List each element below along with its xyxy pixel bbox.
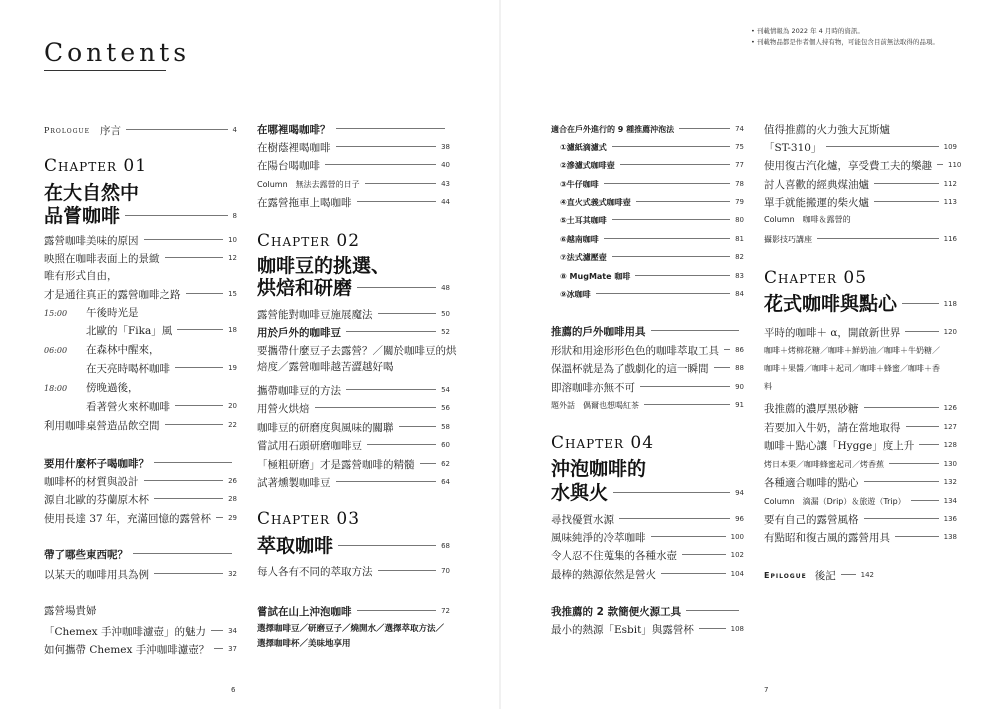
time-label: 06:00 bbox=[44, 346, 68, 355]
chapter-01-label: Chapter 01 bbox=[44, 156, 148, 176]
method-entry[interactable]: ③牛仔咖啡 78 bbox=[560, 179, 744, 189]
toc-entry[interactable]: 每人各有不同的萃取方法 70 bbox=[257, 565, 450, 578]
toc-entry[interactable]: 咖啡＋點心讓「Hygge」度上升 128 bbox=[764, 439, 957, 452]
toc-entry[interactable]: 嘗試用石頭研磨咖啡豆 60 bbox=[257, 439, 450, 452]
toc-entry[interactable]: 保溫杯就是為了戲劇化的這一瞬間 88 bbox=[551, 362, 744, 375]
toc-entry[interactable]: 露營能對咖啡豆施展魔法 50 bbox=[257, 308, 450, 321]
title-underline bbox=[44, 70, 166, 71]
toc-entry[interactable]: 「極粗研磨」才是露營咖啡的精髓 62 bbox=[257, 458, 450, 471]
chapter-02-label: Chapter 02 bbox=[257, 231, 361, 251]
toc-entry[interactable]: 各種適合咖啡的點心 132 bbox=[764, 476, 957, 489]
gutter bbox=[499, 0, 501, 709]
section-heading-9-methods[interactable]: 適合在戶外進行的 9 種推薦沖泡法 74 bbox=[551, 124, 744, 134]
toc-chapter-01[interactable]: 品嘗咖啡 8 bbox=[44, 204, 237, 227]
toc-entry[interactable]: 露營咖啡美味的原因 10 bbox=[44, 234, 237, 247]
toc-entry[interactable]: 使用復古汽化爐，享受費工夫的樂趣 110 bbox=[764, 159, 962, 172]
toc-entry[interactable]: 北歐的「Fika」風 18 bbox=[86, 324, 237, 337]
page-number-right: 7 bbox=[764, 686, 769, 694]
toc-entry-line: 要攜帶什麼豆子去露營？／關於咖啡豆的烘 bbox=[257, 345, 457, 357]
chapter-03-title: 萃取咖啡 bbox=[257, 534, 334, 557]
toc-entry[interactable]: 咖啡豆的研磨度與風味的關聯 58 bbox=[257, 421, 450, 434]
epilogue-title: 後記 bbox=[814, 569, 836, 582]
time-label: 15:00 bbox=[44, 309, 68, 318]
toc-sub-line: 料 bbox=[764, 382, 772, 391]
toc-epilogue[interactable]: Epilogue 後記 142 bbox=[764, 569, 874, 582]
toc-entry[interactable]: 映照在咖啡表面上的景緻 12 bbox=[44, 252, 237, 265]
epilogue-label: Epilogue bbox=[764, 570, 807, 580]
time-entry-line1: 06:00 在森林中醒來， bbox=[44, 344, 160, 356]
toc-entry-column[interactable]: Column 無法去露營的日子 43 bbox=[257, 179, 450, 189]
toc-entry-line: 唯有形式自由， bbox=[44, 270, 118, 282]
pour-steps-line1: 選擇咖啡豆／研磨豆子／燒開水／選擇萃取方法／ bbox=[257, 624, 445, 634]
toc-entry[interactable]: 在天亮時喝杯咖啡 19 bbox=[86, 362, 237, 375]
method-entry[interactable]: ⑧ MugMate 咖啡 83 bbox=[560, 271, 744, 281]
toc-entry[interactable]: 尋找優質水源 96 bbox=[551, 513, 744, 526]
notes bbox=[751, 26, 939, 48]
method-entry[interactable]: ⑦法式濾壓壺 82 bbox=[560, 252, 744, 262]
toc-entry[interactable]: 攜帶咖啡豆的方法 54 bbox=[257, 384, 450, 397]
toc-sub-line: 咖啡＋果醬／咖啡＋起司／咖啡＋蜂蜜／咖啡＋香 bbox=[764, 364, 940, 373]
chapter-02-title-line1: 咖啡豆的挑選、 bbox=[257, 255, 391, 277]
section-heading-pour[interactable]: 嘗試在山上沖泡咖啡 72 bbox=[257, 605, 450, 618]
toc-entry[interactable]: 利用咖啡桌營造品飲空間 22 bbox=[44, 419, 237, 432]
note-1: • 刊載情報為 2022 年 4 月時的資訊。 bbox=[751, 27, 864, 35]
toc-entry-line: 露營場貴婦 bbox=[44, 605, 97, 617]
pour-steps-line2: 選擇咖啡杯／美味地享用 bbox=[257, 639, 351, 649]
chapter-03-label: Chapter 03 bbox=[257, 509, 361, 529]
toc-entry-aside[interactable]: 題外話 偶爾也想喝紅茶 91 bbox=[551, 400, 744, 410]
method-entry[interactable]: ⑥越南咖啡 81 bbox=[560, 234, 744, 244]
section-heading-cup[interactable]: 要用什麼杯子喝咖啡？ bbox=[44, 456, 237, 470]
toc-entry[interactable]: 咖啡杯的材質與設計 26 bbox=[44, 475, 237, 488]
chapter-01-title-line1: 在大自然中 bbox=[44, 182, 140, 204]
section-heading-fire[interactable]: 我推薦的 2 款簡便火源工具 bbox=[551, 604, 744, 618]
toc-entry[interactable]: 「Chemex 手沖咖啡濾壺」的魅力 34 bbox=[44, 625, 237, 638]
chapter-01-title-line2: 品嘗咖啡 bbox=[44, 204, 121, 227]
toc-entry[interactable]: 「ST-310」 109 bbox=[764, 141, 957, 154]
toc-entry[interactable]: 使用長達 37 年，充滿回憶的露營杯 29 bbox=[44, 512, 237, 525]
toc-entry[interactable]: 用營火烘焙 56 bbox=[257, 402, 450, 415]
contents-title: Contents bbox=[44, 38, 191, 67]
toc-entry[interactable]: 有點昭和復古風的露營用具 138 bbox=[764, 531, 957, 544]
toc-entry[interactable]: 試著燻製咖啡豆 64 bbox=[257, 476, 450, 489]
section-heading-tools[interactable]: 推薦的戶外咖啡用具 bbox=[551, 324, 744, 338]
toc-entry[interactable]: 最小的熱源「Esbit」與露營杯 108 bbox=[551, 623, 744, 636]
method-entry[interactable]: ⑤土耳其咖啡 80 bbox=[560, 215, 744, 225]
toc-entry[interactable]: 才是通往真正的露營咖啡之路 15 bbox=[44, 288, 237, 301]
note-2: • 刊載物品都是作者個人持有物，可能包含目前無法取得的品項。 bbox=[751, 38, 939, 46]
toc-entry[interactable]: 我推薦的濃厚黑砂糖 126 bbox=[764, 402, 957, 415]
chapter-04-label: Chapter 04 bbox=[551, 433, 655, 453]
toc-entry[interactable]: 平時的咖啡＋ α，開啟新世界 120 bbox=[764, 326, 957, 339]
toc-entry-column[interactable]: Column 滴漏（Drip）＆旅遊（Trip） 134 bbox=[764, 496, 957, 506]
toc-entry[interactable]: 討人喜歡的經典煤油爐 112 bbox=[764, 178, 957, 191]
toc-entry[interactable]: 令人忍不住蒐集的各種水壺 102 bbox=[551, 549, 744, 562]
toc-entry[interactable]: 在露營拖車上喝咖啡 44 bbox=[257, 196, 450, 209]
toc-sub-line: 咖啡＋烤棉花糖／咖啡＋鮮奶油／咖啡＋牛奶糖／ bbox=[764, 346, 940, 355]
chapter-04-title-line2: 水與火 bbox=[551, 481, 609, 504]
time-label: 18:00 bbox=[44, 384, 68, 393]
toc-entry[interactable]: 風味純淨的冷萃咖啡 100 bbox=[551, 531, 744, 544]
toc-sub-entry[interactable]: 烤日本栗／咖啡蜂蜜起司／烤香蕉 130 bbox=[764, 459, 957, 469]
chapter-05-label: Chapter 05 bbox=[764, 268, 868, 288]
toc-entry[interactable]: 在樹蔭裡喝咖啡 38 bbox=[257, 141, 450, 154]
time-entry-line1: 18:00 傍晚過後， bbox=[44, 382, 139, 394]
toc-prologue[interactable]: Prologue 序言 4 bbox=[44, 124, 237, 137]
page-number-left: 6 bbox=[231, 686, 236, 694]
prologue-label: Prologue bbox=[44, 125, 90, 135]
toc-entry[interactable]: 看著營火來杯咖啡 20 bbox=[86, 400, 237, 413]
toc-entry[interactable]: 單手就能搬運的柴火爐 113 bbox=[764, 196, 957, 209]
toc-entry[interactable]: 若要加入牛奶，請在當地取得 127 bbox=[764, 421, 957, 434]
method-entry[interactable]: ⑨冰咖啡 84 bbox=[560, 289, 744, 299]
toc-chapter-02[interactable]: 烘焙和研磨 48 bbox=[257, 276, 450, 299]
toc-chapter-03[interactable]: 萃取咖啡 68 bbox=[257, 534, 450, 557]
toc-entry[interactable]: 形狀和用途形形色色的咖啡萃取工具 86 bbox=[551, 344, 744, 357]
toc-entry-line: 值得推薦的火力強大瓦斯爐 bbox=[764, 124, 890, 136]
toc-entry[interactable]: 以某天的咖啡用具為例 32 bbox=[44, 568, 237, 581]
toc-entry-line: 焙度／露營咖啡越苦澀越好喝 bbox=[257, 361, 394, 373]
toc-entry[interactable]: 在陽台喝咖啡 40 bbox=[257, 159, 450, 172]
toc-entry[interactable]: 如何攜帶 Chemex 手沖咖啡濾壺？ 37 bbox=[44, 643, 237, 656]
toc-entry[interactable]: 要有自己的露營風格 136 bbox=[764, 513, 957, 526]
method-entry[interactable]: ②滲濾式咖啡壺 77 bbox=[560, 160, 744, 170]
toc-chapter-04[interactable]: 水與火 94 bbox=[551, 481, 744, 504]
toc-entry[interactable]: 最棒的熱源依然是營火 104 bbox=[551, 568, 744, 581]
section-heading-bring[interactable]: 帶了哪些東西呢？ bbox=[44, 547, 237, 561]
toc-entry[interactable]: 即溶咖啡亦無不可 90 bbox=[551, 381, 744, 394]
toc-entry[interactable]: 源自北歐的芬蘭原木杯 28 bbox=[44, 493, 237, 506]
method-entry[interactable]: ④直火式義式咖啡壺 79 bbox=[560, 197, 744, 207]
time-entry-line1: 15:00 午後時光是 bbox=[44, 307, 139, 319]
toc-entry-column-line: Column 咖啡＆露營的 bbox=[764, 215, 851, 224]
chapter-02-title-line2: 烘焙和研磨 bbox=[257, 276, 353, 299]
prologue-title: 序言 bbox=[99, 124, 121, 137]
chapter-05-title: 花式咖啡與點心 bbox=[764, 292, 898, 315]
toc-chapter-05[interactable]: 花式咖啡與點心 118 bbox=[764, 292, 957, 315]
method-entry[interactable]: ①濾紙滴濾式 75 bbox=[560, 142, 744, 152]
section-heading-bean[interactable]: 用於戶外的咖啡豆 52 bbox=[257, 326, 450, 339]
chapter-04-title-line1: 沖泡咖啡的 bbox=[551, 458, 647, 480]
toc-entry-column[interactable]: 攝影技巧講座 116 bbox=[764, 234, 957, 244]
section-heading-where[interactable]: 在哪裡喝咖啡？ bbox=[257, 122, 450, 136]
